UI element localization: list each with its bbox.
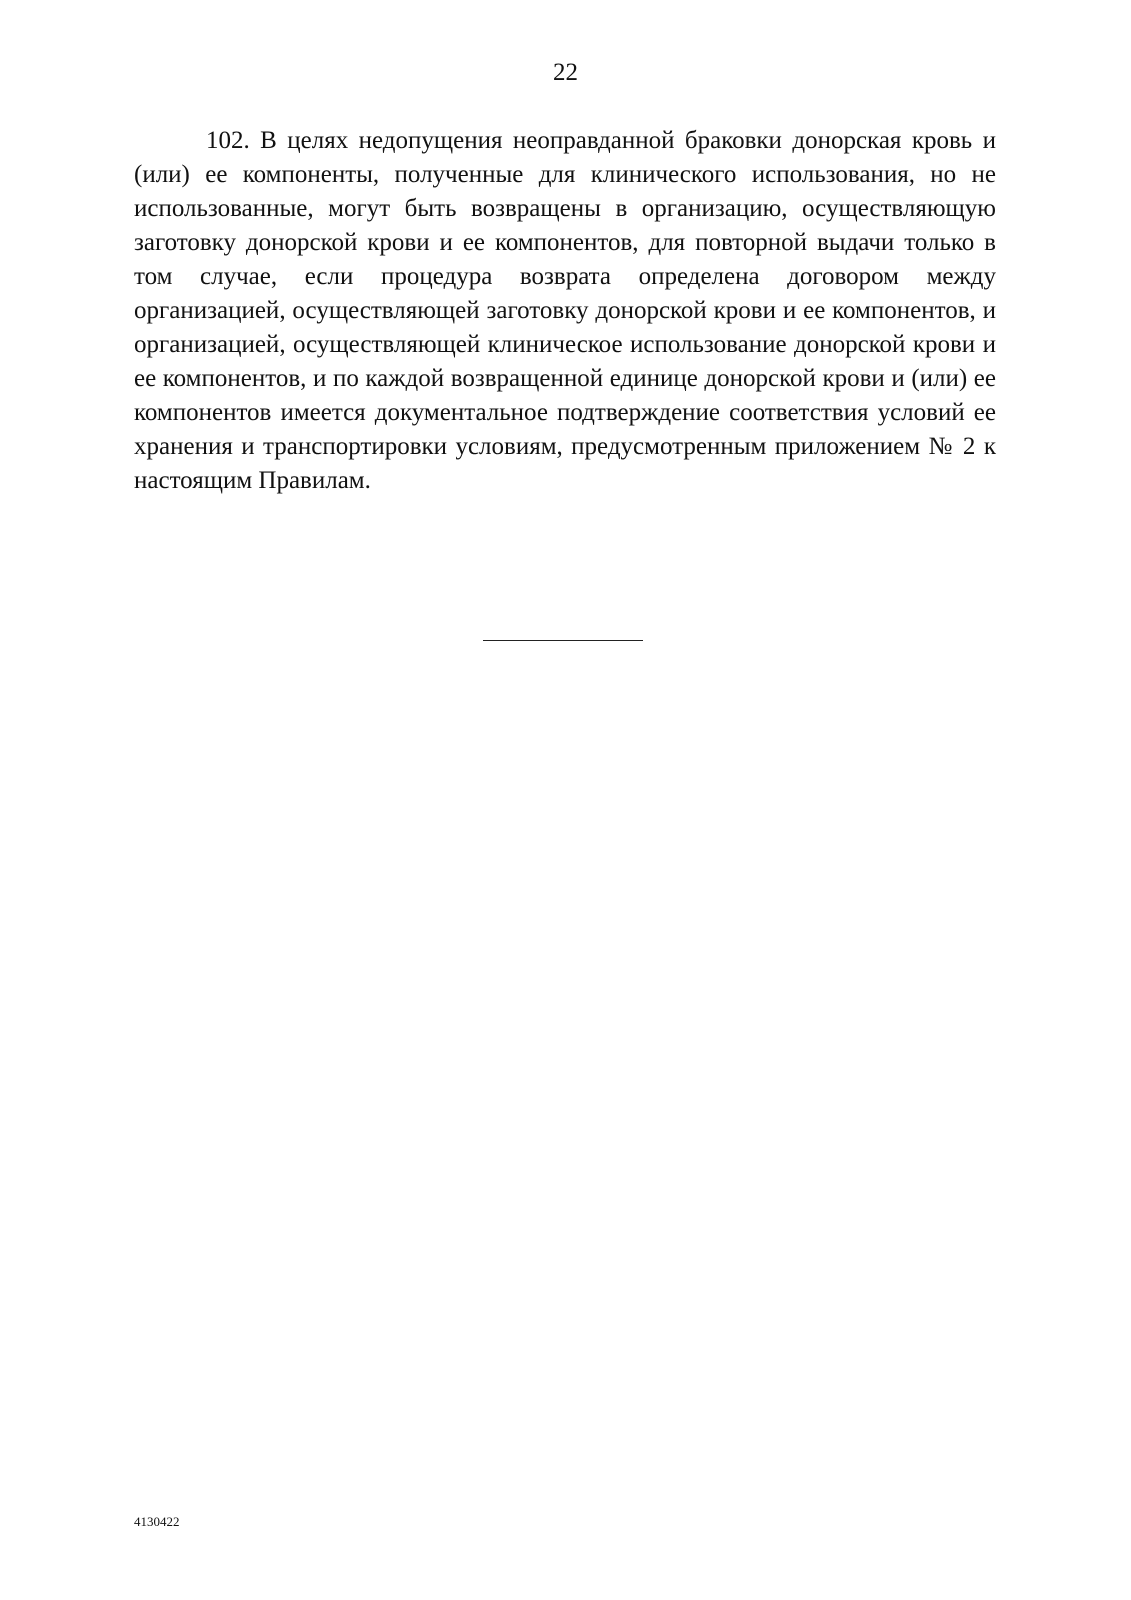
page-number: 22 — [553, 59, 578, 86]
paragraph-102: 102. В целях недопущения неоправданной браковки донорская кровь и (или) ее компоненты, полученные для клинического использования, но не использованные, могут быть возвращены в организацию, осуществляющую заготовку донорской крови и ее компонентов, для повторной выдачи только в том случае, если процедура возврата определена договором между организацией, осуществляющей заготовку донорской крови и ее компонентов, и организацией, осуществляющей клиническое использование донорской крови и ее компонентов, и по каждой возвращенной единице донорской крови и (или) ее компонентов имеется документальное подтверждение соответствия условий ее хранения и транспортировки условиям, предусмотренным приложением № 2 к настоящим Правилам. — [134, 127, 996, 494]
document-code: 4130422 — [134, 1514, 180, 1529]
end-of-text-rule — [483, 640, 643, 641]
